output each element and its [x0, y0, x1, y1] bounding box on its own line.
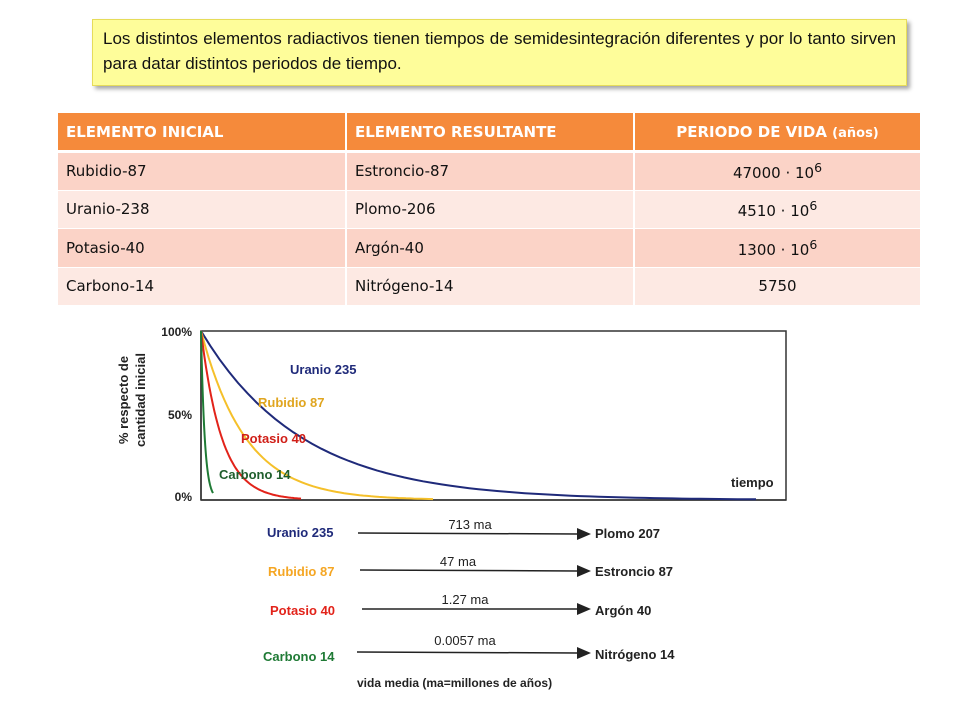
intro-note — [92, 19, 907, 86]
cell-period — [634, 190, 920, 229]
table-row — [58, 190, 920, 229]
period-exponent: 6 — [814, 160, 823, 176]
decay-arrow-line — [357, 652, 577, 653]
decay-row — [268, 554, 673, 579]
decay-arrow-line — [360, 570, 577, 571]
label-uranio: Uranio 235 — [290, 362, 357, 377]
cell-initial: Rubidio-87 — [58, 152, 346, 191]
decay-parent: Potasio 40 — [270, 603, 336, 618]
y-axis-label-line1: % respecto de — [116, 355, 131, 445]
decay-daughter: Nitrógeno 14 — [595, 647, 675, 662]
decay-row — [263, 633, 675, 664]
decay-parent: Rubidio 87 — [268, 564, 335, 579]
decay-arrow-head — [577, 565, 591, 577]
x-axis-label: tiempo — [731, 475, 774, 490]
cell-result: Estroncio-87 — [346, 152, 634, 191]
cell-initial: Potasio-40 — [58, 229, 346, 268]
cell-result: Argón-40 — [346, 229, 634, 268]
tick-0: 0% — [174, 490, 192, 504]
period-value: 1300 · 10 — [737, 240, 810, 259]
y-ticks — [161, 325, 192, 504]
tick-50: 50% — [167, 408, 192, 422]
decay-arrow-line — [358, 533, 577, 534]
decay-time: 47 ma — [439, 554, 477, 569]
decay-arrow-head — [577, 528, 591, 540]
decay-figure — [95, 318, 795, 703]
cell-period — [634, 152, 920, 191]
header-initial: ELEMENTO INICIAL — [58, 113, 346, 152]
decay-row — [267, 517, 660, 541]
cell-period — [634, 267, 920, 306]
cell-result: Nitrógeno-14 — [346, 267, 634, 306]
elements-table — [58, 113, 920, 306]
decay-arrows — [263, 517, 675, 690]
decay-time: 0.0057 ma — [434, 633, 496, 648]
cell-initial: Carbono-14 — [58, 267, 346, 306]
period-exponent: 6 — [809, 198, 818, 214]
decay-daughter: Argón 40 — [595, 603, 652, 618]
intro-note-text: Los distintos elementos radiactivos tienen tiempos de semidesintegración diferentes y por lo tanto sirven para datar distintos periodos de tiempo. — [103, 29, 896, 73]
cell-period — [634, 229, 920, 268]
period-exponent: 6 — [809, 236, 818, 252]
decay-parent: Uranio 235 — [267, 525, 334, 540]
header-result: ELEMENTO RESULTANTE — [346, 113, 634, 152]
header-period-label: PERIODO DE VIDA — [676, 122, 827, 141]
period-value: 4510 · 10 — [737, 202, 810, 221]
decay-arrow-head — [577, 647, 591, 659]
decay-time: 1.27 ma — [441, 592, 489, 607]
y-axis-label-line2: cantidad inicial — [133, 353, 148, 447]
decay-daughter: Plomo 207 — [595, 526, 661, 541]
cell-initial: Uranio-238 — [58, 190, 346, 229]
table-row — [58, 152, 920, 191]
period-value: 5750 — [758, 277, 797, 296]
table-header-row — [58, 113, 920, 152]
table-row — [58, 229, 920, 268]
decay-arrow-head — [577, 603, 591, 615]
decay-parent: Carbono 14 — [263, 649, 335, 664]
label-carbono: Carbono 14 — [219, 467, 291, 482]
decay-caption: vida media (ma=millones de años) — [357, 676, 553, 690]
label-rubidio: Rubidio 87 — [258, 395, 325, 410]
tick-100: 100% — [161, 325, 192, 339]
decay-row — [270, 592, 651, 618]
header-period — [634, 113, 920, 152]
table-row — [58, 267, 920, 306]
period-value: 47000 · 10 — [732, 164, 815, 183]
label-potasio: Potasio 40 — [241, 431, 307, 446]
y-axis-label — [116, 353, 148, 447]
decay-time: 713 ma — [448, 517, 492, 532]
cell-result: Plomo-206 — [346, 190, 634, 229]
decay-daughter: Estroncio 87 — [595, 564, 674, 579]
header-period-unit: (años) — [832, 125, 879, 141]
